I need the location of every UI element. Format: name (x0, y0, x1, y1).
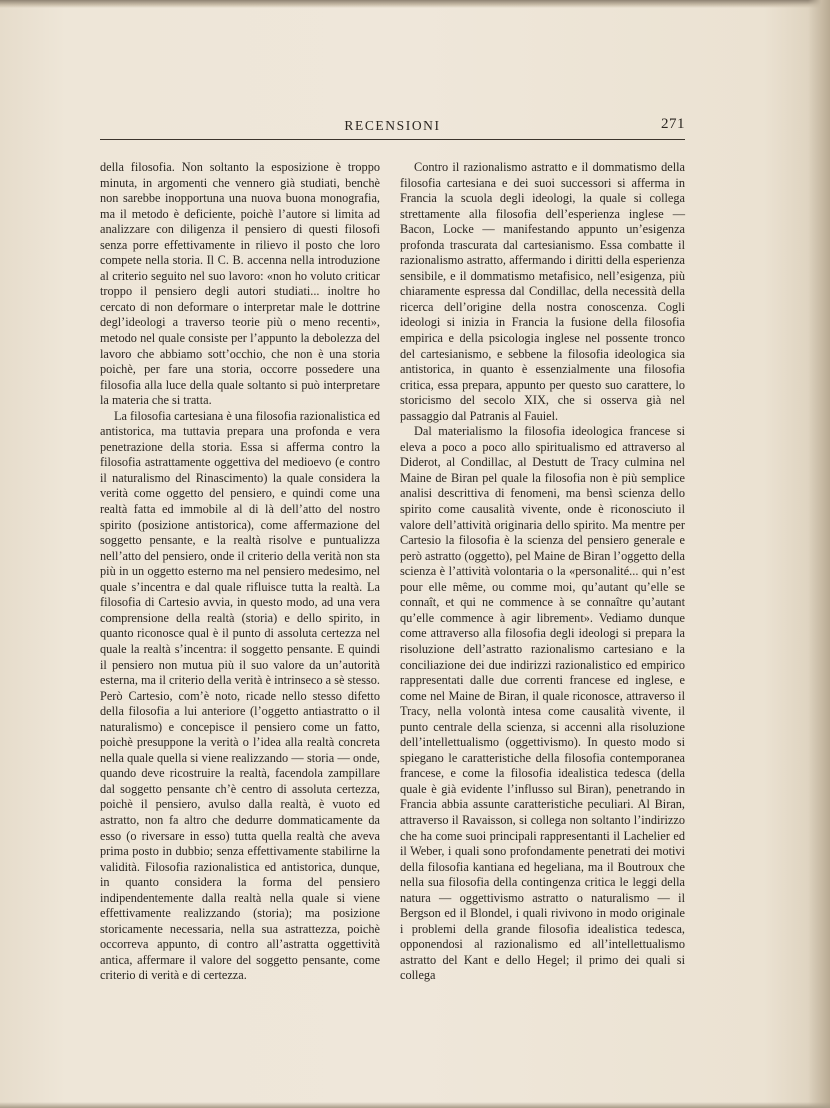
running-title: RECENSIONI (344, 118, 441, 133)
left-paragraph-2: La filosofia cartesiana è una filosofia razionalistica ed antistorica, ma tuttavia prepara una profonda e vera penetrazione della storia. Essa si afferma contro la filosofia astrattamente oggettiva del medioevo (e contro il naturalismo del Rinascimento) la quale considera la verità come oggetto del pensiero, e quindi come una realtà fatta ed immobile al di là dell’atto del nostro spirito (posizione antistorica), come affermazione del soggetto pensante, e la realtà risolve e puntualizza nell’atto del pensiero, onde il criterio della verità non sta più in un oggetto esterno ma nel pensiero medesimo, nel quale s’incentra e dal quale rifluisce tutta la realtà. La filosofia di Cartesio avvia, in questo modo, ad una vera comprensione della realtà (storia) e dello spirito, in quanto riconosce qual è il punto di assoluta certezza nel quale la realtà s’incentra: il soggetto pensante. E quindi il pensiero non mutua più il suo valore da un’autorità esterna, ma il criterio della verità è intrinseco a sè stesso. Però Cartesio, com’è noto, ricade nello stesso difetto della filosofia a lui anteriore (l’oggetto antiastratto o il naturalismo) e concepisce il pensiero come un fatto, poichè presuppone la verità o l’idea alla realtà concreta nella quale quella si viene realizzando — storia — onde, quando deve ricostruire la realtà, facendola zampillare dal soggetto pensante ch’è centro di assoluta certezza, poichè il pensiero, avulso dalla realtà, è vuoto ed astratto, non fa altro che dedurre dommaticamente da esso (o riversare in esso) tutta quella realtà che aveva prima posto in dubbio; senza effettivamente stabilirne la validità. Filosofia razionalistica ed antistorica, dunque, in quanto considera la forma del pensiero indipendentemente dalla realtà nella quale si viene effettivamente realizzando (storia); ma posizione storicamente necessaria, nella sua astrattezza, poichè occorreva appunto, di contro all’astratta oggettività antica, affermare il valore del soggetto pensante, come criterio di verità e di certezza. (100, 408, 380, 983)
page-bottom-edge (0, 1102, 830, 1108)
page-top-edge (0, 0, 830, 8)
page-number: 271 (661, 116, 685, 132)
right-paragraph-2: Dal materialismo la filosofia ideologica francese si eleva a poco a poco allo spiritualismo ed attraverso al Diderot, al Condillac, al Destutt de Tracy culmina nel Maine de Biran pel quale la filosofia non è più semplice analisi descrittiva di fenomeni, ma bensì scienza dello spirito come causalità vivente, onde è riconosciuto il valore dell’attività originaria dello spirito. Ma mentre per Cartesio la filosofia è la scienza del pensiero generale e però astratto (oggetto), pel Maine de Biran l’oggetto della scienza è l’attività volontaria o la «personalité... qui n’est pour elle même, ou comme moi, qu’autant qu’elle se connaît, et qui ne commence à se connaître qu’autant qu’elle commence à agir librement». Vediamo dunque come attraverso alla filosofia degli ideologi si prepara la risoluzione dell’astratto razionalismo cartesiano e la conciliazione dei due indirizzi razionalistico ed empirico rappresentati dalle due correnti francese ed inglese, e come nel Maine de Biran, il quale riconosce, attraverso il Tracy, nella volontà intesa come causalità vivente, il punto centrale della scienza, si accenni alla risoluzione dell’intellettualismo (oggettivismo). In questo modo si spiegano le caratteristiche della filosofia contemporanea francese, e come la filosofia idealistica tedesca (della quale è già evidente l’influsso sul Biran), penetrando in Francia abbia assunte caratteristiche peculiari. Al Biran, attraverso il Ravaisson, si collega non soltanto l’indirizzo che ha come suoi principali rappresentanti il Lachelier ed il Weber, i quali sono profondamente penetrati dei motivi della filosofia kantiana ed hegeliana, ma il Boutroux che nella sua filosofia della contingenza critica le leggi della natura — oggettivismo astratto o naturalismo — il Bergson ed il Blondel, i quali rivivono in modo originale i problemi della grande filosofia idealistica tedesca, opponendosi al razionalismo ed all’intellettualismo astratto del Kant e dello Hegel; il primo dei quali si collega (400, 424, 685, 983)
right-column (400, 160, 685, 984)
page-right-edge (808, 0, 830, 1108)
left-column (100, 160, 380, 984)
header-rule (100, 139, 685, 140)
left-paragraph-1: della filosofia. Non soltanto la esposizione è troppo minuta, in argomenti che vennero già studiati, benchè non sarebbe inopportuna una nuova buona monografia, ma il metodo è deficiente, poichè l’autore si limita ad analizzare con diligenza il pensiero di questi filosofi senza porre effettivamente in rilievo il posto che loro compete nella storia. Il C. B. accenna nella introduzione al criterio seguito nel suo lavoro: «non ho voluto criticar troppo il pensiero degli autori studiati... inoltre ho cercato di non deformare o interpretar male le dottrine degl’ideologi a traverso teorie più o meno recenti», metodo nel quale consiste per l’appunto la debolezza del lavoro che abbiamo sott’occhio, che non è una storia poichè, per fare una storia, occorre possedere una filosofia alla luce della quale soltanto si può interpretare la materia che si tratta. (100, 160, 380, 408)
running-header (100, 118, 685, 140)
right-paragraph-1: Contro il razionalismo astratto e il dommatismo della filosofia cartesiana e dei suoi successori si afferma in Francia la scuola degli ideologi, la quale si collega strettamente alla filosofia dell’esperienza inglese — Bacon, Locke — manifestando appunto un’esigenza profonda trascurata dal cartesianismo. Essa combatte il razionalismo astratto, affermando i diritti della esperienza sensibile, e il dommatismo metafisico, nell’esigenza, più chiaramente espressa dal Condillac, della necessità della ricerca dell’origine della nostra conoscenza. Cogli ideologi si inizia in Francia la fusione della filosofia empirica e della psicologia inglese nel possente tronco del cartesianismo, e sebbene la filosofia ideologica sia antistorica, in quanto è essenzialmente una filosofia critica, essa prepara, appunto per questo suo carattere, lo storicismo del secolo XIX, che si osserva già nel passaggio dal Patranis al Fauiel. (400, 160, 685, 423)
